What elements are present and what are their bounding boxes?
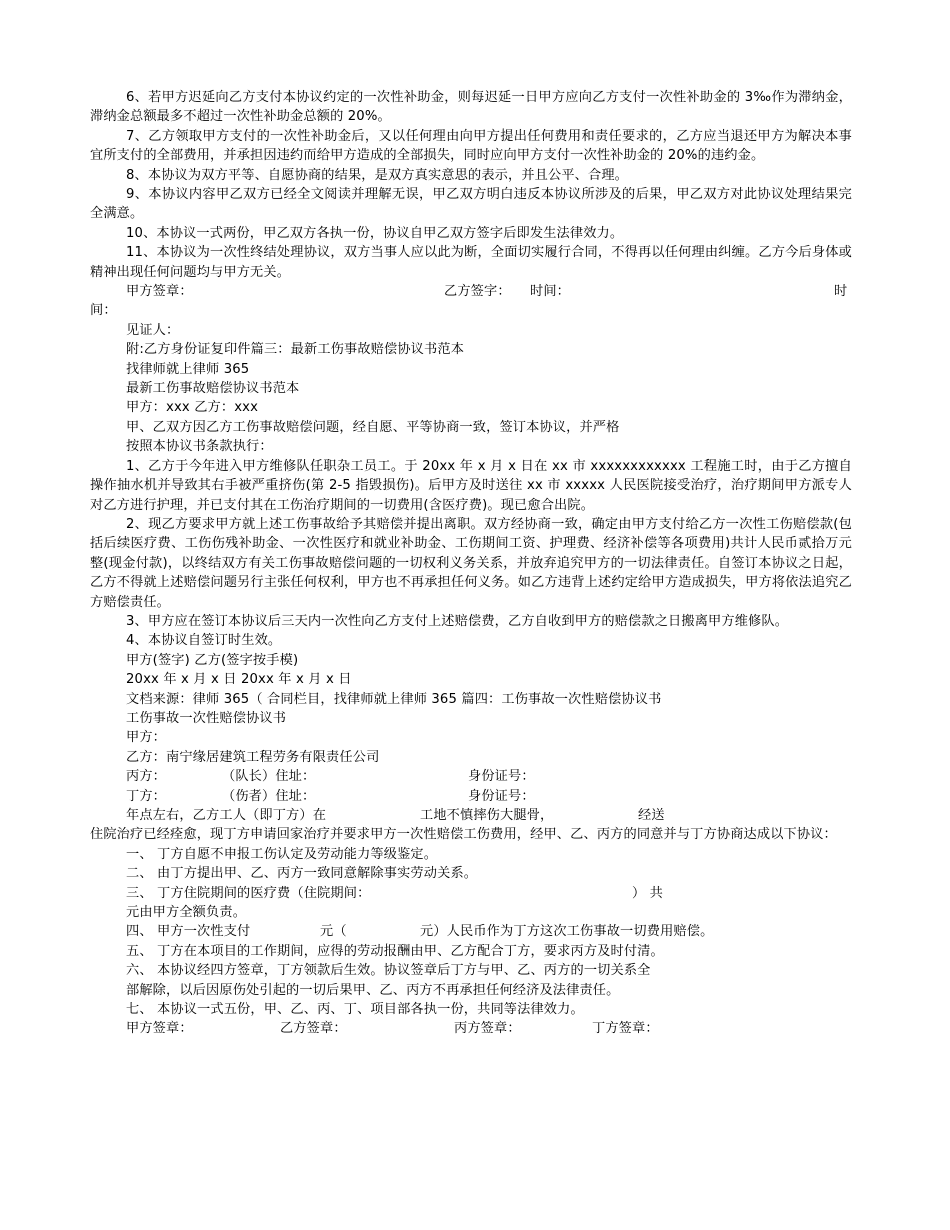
clause-7: 7、乙方领取甲方支付的一次性补助金后，又以任何理由向甲方提出任何费用和责任要求的，乙方应当退还甲方为解决本事宜所支付的全部费用，并承担因违约而给甲方造成的全部损失，同时应向甲方支付一次性补助金的 20%的违约金。 [90,128,852,164]
item-3-text-c: 元由甲方全额负责。 [126,904,247,920]
clause-2-1: 1、乙方于今年进入甲方维修队任职杂工员工。于 20xx 年 x 月 x 日在 xx 市 xxxxxxxxxxxx 工程施工时，由于乙方擅自操作抽水机并导致其右手被严重挤伤(第 2-5 指毁损伤)。后甲方及时送往 xx 市 xxxxx 人民医院接受治疗，治疗期间甲方派专人对乙方进行护理，并已支付其在工伤治疗期间的一切费用(含医疗费)。现已愈合出院。 [90,458,852,513]
item-4-text-c: 元）人民币作为丁方这次工伤事故一切费用赔偿。 [420,924,714,940]
time-label-continued: 间： [90,303,117,319]
party-c-id-label: 身份证号： [468,769,535,785]
accident-line-1 [90,806,852,825]
date-line-2: 20xx 年 x 月 x 日 20xx 年 x 月 x 日 [126,672,352,688]
item-3-text-b: ） 共 [632,885,664,901]
attachment-note: 附:乙方身份证复印件篇三：最新工伤事故赔偿协议书范本 [126,342,465,358]
agreement-title-2: 最新工伤事故赔偿协议书范本 [126,381,300,397]
intro-2-line-1: 甲、乙双方因乙方工伤事故赔偿问题，经自愿、平等协商一致，签订本协议，并严格 [126,419,620,435]
item-6-line-1: 六、 本协议经四方签章，丁方领款后生效。协议签章后丁方与甲、乙、丙方的一切关系全 [126,963,651,979]
lawyer-note: 找律师就上律师 365 [126,361,250,377]
party-b-seal-3: 乙方签章： [280,1021,347,1037]
accident-text-a: 年点左右，乙方工人（即丁方）在 [126,807,327,823]
time-label-split: 时 [834,284,848,300]
item-4-text-b: 元（ [320,924,347,940]
item-6-line-2: 部解除，以后因原伤处引起的一切后果甲、乙、丙方不再承担任何经济及法律责任。 [126,982,620,998]
party-c-label: 丙方： [126,769,167,785]
party-a-seal-3: 甲方签章： [126,1021,193,1037]
party-d-address-label: （伤者）住址： [222,788,316,804]
party-a-3: 甲方： [126,730,167,746]
source-note: 文档来源：律师 365（ 合同栏目，找律师就上律师 365 篇四：工伤事故一次性赔偿协议书 [126,691,662,707]
party-c-row [90,767,852,786]
party-d-seal-3: 丁方签章： [592,1021,659,1037]
clause-8: 8、本协议为双方平等、自愿协商的结果，是双方真实意思的表示，并且公平、合理。 [126,167,629,183]
party-c-seal-3: 丙方签章： [454,1021,521,1037]
party-d-label: 丁方： [126,788,167,804]
intro-2-line-2: 按照本协议书条款执行： [126,439,273,455]
accident-text-c: 经送 [638,807,665,823]
party-b-sign-label: 乙方签字： [444,284,511,300]
clause-6: 6、若甲方迟延向乙方支付本协议约定的一次性补助金，则每迟延一日甲方应向乙方支付一次性补助金的 3‰作为滞纳金，滞纳金总额最多不超过一次性补助金总额的 20%。 [90,90,852,125]
document-page [90,88,852,1039]
item-3-text-a: 三、 丁方住院期间的医疗费（住院期间： [126,885,371,901]
item-4-row [90,922,852,941]
signature-line-1 [90,282,852,301]
witness-label: 见证人： [126,322,180,338]
item-5: 五、 丁方在本项目的工作期间，应得的劳动报酬由甲、乙方配合丁方，要求丙方及时付清。 [126,943,664,959]
item-1: 一、 丁方自愿不申报工伤认定及劳动能力等级鉴定。 [126,846,438,862]
item-3-row [90,884,852,903]
agreement-title-3: 工伤事故一次性赔偿协议书 [126,710,287,726]
party-b-3: 乙方：南宁缘居建筑工程劳务有限责任公司 [126,749,380,765]
time-label: 时间： [530,284,571,300]
clause-2-2: 2、现乙方要求甲方就上述工伤事故给予其赔偿并提出离职。双方经协商一致，确定由甲方支付给乙方一次性工伤赔偿款(包括后续医疗费、工伤伤残补助金、一次性医疗和就业补助金、工伤期间工资、护理费、经济补偿等各项费用)共计人民币贰拾万元整(现金付款)，以终结双方有关工伤事故赔偿问题的一切权利义务关系，并放弃追究甲方的一切法律责任。自签订本协议之日起，乙方不得就上述赔偿问题另行主张任何权利，甲方也不再承担任何义务。如乙方违背上述约定给甲方造成损失，甲方将依法追究乙方赔偿责任。 [90,516,852,610]
clause-10: 10、本协议一式两份，甲乙双方各执一份，协议自甲乙双方签字后即发生法律效力。 [126,225,624,241]
signature-line-3 [90,1019,852,1038]
parties-2: 甲方：xxx 乙方：xxx [126,400,259,416]
party-d-id-label: 身份证号： [468,788,535,804]
item-7: 七、 本协议一式五份，甲、乙、丙、丁、项目部各执一份，共同等法律效力。 [126,1002,584,1017]
accident-text-b: 工地不慎摔伤大腿骨， [420,807,554,823]
clause-11: 11、本协议为一次性终结处理协议，双方当事人应以此为断，全面切实履行合同，不得再以任何理由纠缠。乙方今后身体或精神出现任何问题均与甲方无关。 [90,245,852,280]
clause-2-4: 4、本协议自签订时生效。 [126,633,282,649]
clause-9: 9、本协议内容甲乙双方已经全文阅读并理解无误，甲乙双方明白违反本协议所涉及的后果，甲乙双方对此协议处理结果完全满意。 [90,187,852,222]
item-4-text-a: 四、 甲方一次性支付 [126,924,251,940]
signature-line-2: 甲方(签字) 乙方(签字按手模) [126,652,299,668]
party-a-seal-label: 甲方签章： [126,284,193,300]
accident-line-2: 住院治疗已经痊愈，现丁方申请回家治疗并要求甲方一次性赔偿工伤费用，经甲、乙、丙方的同意并与丁方协商达成以下协议： [90,827,837,843]
party-c-address-label: （队长）住址： [222,769,316,785]
party-d-row [90,787,852,806]
item-2: 二、 由丁方提出甲、乙、丙方一致同意解除事实劳动关系。 [126,866,478,882]
clause-2-3: 3、甲方应在签订本协议后三天内一次性向乙方支付上述赔偿费，乙方自收到甲方的赔偿款之日搬离甲方维修队。 [126,613,789,629]
